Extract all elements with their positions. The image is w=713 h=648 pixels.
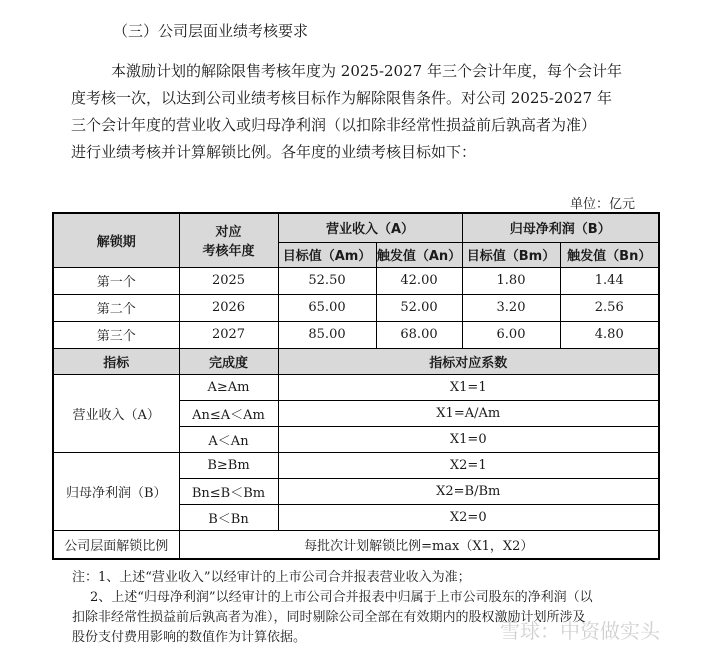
paragraph-line: 本激励计划的解除限售考核年度为 2025-2027 年三个会计年度，每个会计年 [111, 62, 622, 80]
metric-row [53, 452, 659, 478]
cell-bn: 2.56 [560, 294, 659, 321]
watermark: 雪球：中资做实头 [500, 619, 660, 643]
table-row [53, 321, 659, 348]
cell-year: 2025 [179, 267, 278, 294]
note-line: 股份支付费用影响的数值作为计算依据。 [72, 630, 307, 645]
header-year-line1: 对应 [215, 225, 242, 241]
table-row [53, 294, 659, 321]
header-year-line2: 考核年度 [202, 244, 255, 260]
cell-coefficient: X1=A/Am [278, 400, 659, 426]
paragraph-line: 三个会计年度的营业收入或归母净利润（以扣除非经常性损益前后孰高者为准） [71, 116, 597, 134]
cell-period: 第三个 [53, 321, 179, 348]
performance-table [52, 212, 660, 560]
cell-am: 85.00 [278, 321, 376, 348]
cell-bn: 1.44 [560, 267, 659, 294]
metric-revenue-label: 营业收入（A） [53, 374, 179, 452]
cell-condition: B＜Bn [179, 504, 278, 530]
cell-coefficient: X1=0 [278, 426, 659, 452]
cell-condition: B≥Bm [179, 452, 278, 478]
cell-an: 68.00 [376, 321, 462, 348]
metric-profit-label: 归母净利润（B） [53, 452, 179, 530]
section-title: （三）公司层面业绩考核要求 [113, 22, 309, 40]
note-line: 注：1、上述“营业收入”以经审计的上市公司合并报表营业收入为准； [72, 570, 471, 585]
cell-period: 第一个 [53, 267, 179, 294]
header-an: 触发值（An） [376, 242, 462, 267]
bottom-value: 每批次计划解锁比例=max（X1，X2） [179, 530, 659, 559]
header-bn: 触发值（Bn） [560, 242, 659, 267]
cell-am: 52.50 [278, 267, 376, 294]
header-year [179, 213, 278, 267]
header-bm: 目标值（Bm） [462, 242, 560, 267]
cell-period: 第二个 [53, 294, 179, 321]
header-revenue: 营业收入（A） [278, 213, 462, 242]
cell-coefficient: X2=B/Bm [278, 478, 659, 504]
header-profit: 归母净利润（B） [462, 213, 659, 242]
paragraph-line: 进行业绩考核并计算解锁比例。各年度的业绩考核目标如下： [71, 143, 477, 161]
cell-coefficient: X2=1 [278, 452, 659, 478]
cell-bn: 4.80 [560, 321, 659, 348]
cell-an: 52.00 [376, 294, 462, 321]
header-coef: 指标对应系数 [278, 348, 659, 374]
header-period: 解锁期 [53, 213, 179, 267]
cell-condition: An≤A＜Am [179, 400, 278, 426]
body-paragraph [71, 58, 671, 166]
paragraph-line: 度考核一次，以达到公司业绩考核目标作为解除限售条件。对公司 2025-2027 年 [71, 89, 612, 107]
cell-bm: 6.00 [462, 321, 560, 348]
cell-year: 2026 [179, 294, 278, 321]
cell-an: 42.00 [376, 267, 462, 294]
header-am: 目标值（Am） [278, 242, 376, 267]
cell-bm: 3.20 [462, 294, 560, 321]
bottom-label: 公司层面解锁比例 [53, 530, 179, 559]
cell-condition: A＜An [179, 426, 278, 452]
unit-label: 单位：亿元 [570, 197, 636, 212]
header-completion: 完成度 [179, 348, 278, 374]
cell-coefficient: X2=0 [278, 504, 659, 530]
cell-condition: Bn≤B＜Bm [179, 478, 278, 504]
cell-bm: 1.80 [462, 267, 560, 294]
cell-condition: A≥Am [179, 374, 278, 400]
cell-coefficient: X1=1 [278, 374, 659, 400]
cell-year: 2027 [179, 321, 278, 348]
metric-row [53, 374, 659, 400]
note-line: 2、上述“归母净利润”以经审计的上市公司合并报表中归属于上市公司股东的净利润（以 [90, 590, 593, 605]
table-row [53, 267, 659, 294]
header-metric: 指标 [53, 348, 179, 374]
cell-am: 65.00 [278, 294, 376, 321]
note-line: 扣除非经常性损益前后孰高者为准），同时剔除公司全部在有效期内的股权激励计划所涉及 [72, 610, 586, 625]
